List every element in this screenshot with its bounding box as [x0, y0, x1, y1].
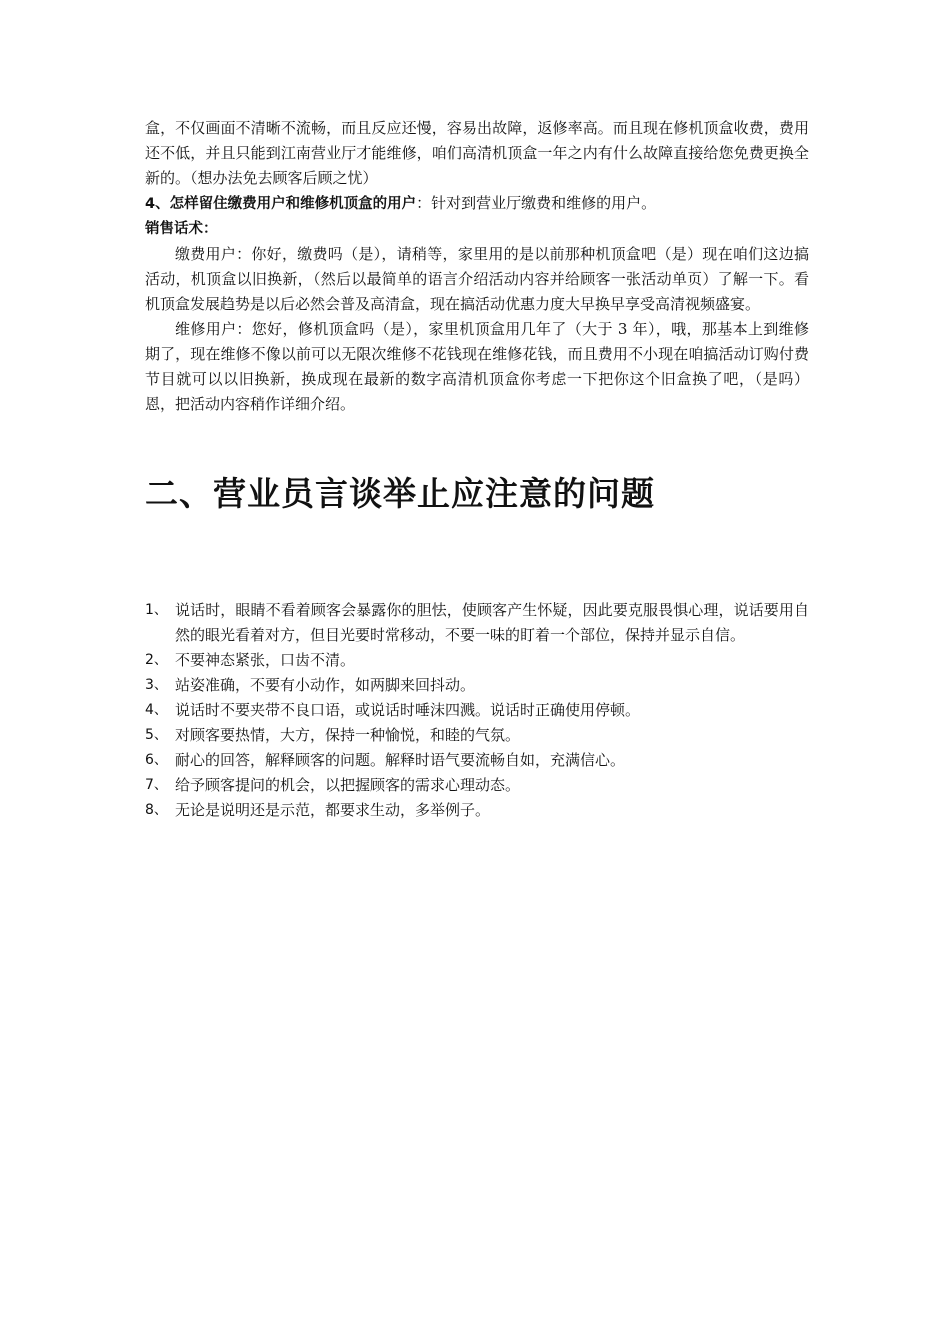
paragraph-continuation: 盒，不仅画面不清晰不流畅，而且反应还慢，容易出故障，返修率高。而且现在修机顶盒收费，费用还不低，并且只能到江南营业厅才能维修，咱们高清机顶盒一年之内有什么故障直接给您免费更换全新的。（想办法免去顾客后顾之忧）: [145, 119, 809, 187]
list-item: [145, 698, 809, 723]
subheading-4-bold: 4、怎样留住缴费用户和维修机顶盒的用户: [145, 196, 417, 212]
list-item-text: 站姿准确，不要有小动作，如两脚来回抖动。: [175, 676, 476, 694]
subheading-4-rest: ：针对到营业厅缴费和维修的用户。: [416, 194, 657, 212]
list-item: [145, 798, 809, 823]
list-item-text: 对顾客要热情，大方，保持一种愉悦，和睦的气氛。: [175, 726, 521, 744]
list-item: [145, 748, 809, 773]
list-item-number: 5、: [145, 727, 168, 743]
list-item-text: 说话时不要夹带不良口语，或说话时唾沫四溅。说话时正确使用停顿。: [175, 701, 641, 719]
list-item-number: 4、: [145, 702, 168, 718]
subheading-4: [145, 191, 809, 217]
list-item: [145, 723, 809, 748]
list-item-number: 6、: [145, 752, 168, 768]
numbered-list: [145, 598, 809, 823]
list-item: [145, 598, 809, 648]
list-item-text: 给予顾客提问的机会，以把握顾客的需求心理动态。: [175, 776, 521, 794]
list-item-number: 3、: [145, 677, 168, 693]
section-title: 二、营业员言谈举止应注意的问题: [145, 474, 655, 513]
list-item-number: 7、: [145, 777, 168, 793]
list-item-number: 2、: [145, 652, 168, 668]
sales-script-label: 销售话术：: [145, 221, 218, 237]
list-item: [145, 648, 809, 673]
paragraph-repair-user: 维修用户：您好，修机顶盒吗（是），家里机顶盒用几年了（大于 3 年），哦，那基本上到维修期了，现在维修不像以前可以无限次维修不花钱现在维修花钱，而且费用不小现在咱搞活动订购付费节目就可以以旧换新，换成现在最新的数字高清机顶盒你考虑一下把你这个旧盒换了吧，（是吗）恩，把活动内容稍作详细介绍。: [145, 320, 809, 413]
list-item-number: 1、: [145, 602, 168, 618]
list-item-text: 说话时，眼睛不看着顾客会暴露你的胆怯，使顾客产生怀疑，因此要克服畏惧心理，说话要用自然的眼光看着对方，但目光要时常移动，不要一味的盯着一个部位，保持并显示自信。: [175, 601, 809, 644]
list-item-text: 无论是说明还是示范，都要求生动，多举例子。: [175, 801, 491, 819]
list-item: [145, 673, 809, 698]
list-item-text: 不要神态紧张，口齿不清。: [175, 651, 356, 669]
list-item-number: 8、: [145, 802, 168, 818]
list-item: [145, 773, 809, 798]
list-item-text: 耐心的回答，解释顾客的问题。解释时语气要流畅自如，充满信心。: [175, 751, 626, 769]
paragraph-payment-user: 缴费用户：你好，缴费吗（是），请稍等，家里用的是以前那种机顶盒吧（是）现在咱们这边搞活动，机顶盒以旧换新，（然后以最简单的语言介绍活动内容并给顾客一张活动单页）了解一下。看机顶盒发展趋势是以后必然会普及高清盒，现在搞活动优惠力度大早换早享受高清视频盛宴。: [145, 245, 809, 313]
body-text-block: [145, 116, 809, 417]
